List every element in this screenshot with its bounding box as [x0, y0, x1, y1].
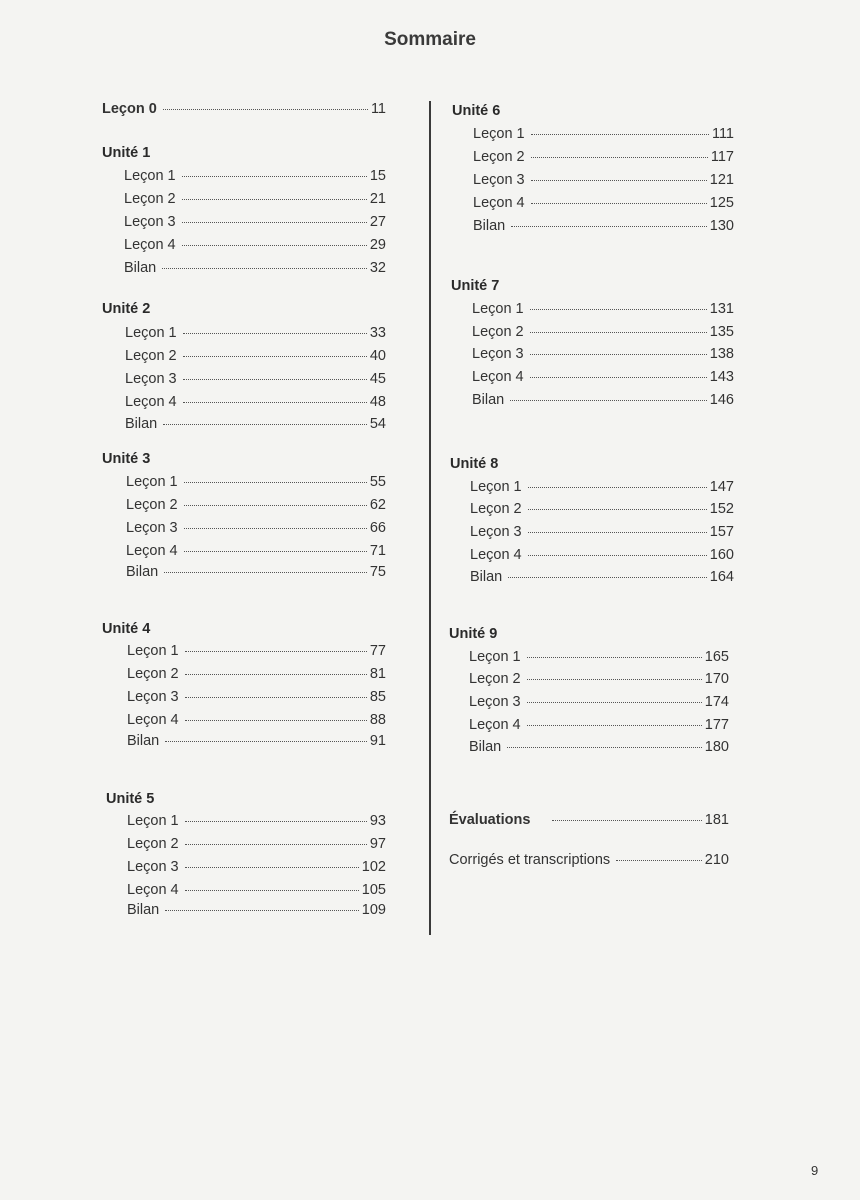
toc-entry[interactable]: [124, 237, 386, 257]
toc-entry-page: 71: [369, 543, 386, 559]
dot-leader: [165, 909, 359, 911]
toc-entry-bilan[interactable]: [473, 218, 734, 238]
toc-entry-page: 143: [709, 369, 734, 385]
toc-entry-bilan[interactable]: [470, 569, 734, 589]
toc-entry[interactable]: [125, 325, 386, 345]
toc-entry[interactable]: [472, 301, 734, 321]
toc-entry-page: 85: [369, 689, 386, 705]
dot-leader: [182, 175, 367, 177]
dot-leader: [530, 376, 707, 378]
dot-leader: [527, 701, 702, 703]
dot-leader: [182, 221, 367, 223]
toc-entry-page: 105: [361, 882, 386, 898]
dot-leader: [616, 859, 702, 861]
toc-entry-label: Évaluations: [449, 812, 531, 828]
dot-leader: [185, 820, 367, 822]
dot-leader: [184, 527, 367, 529]
toc-entry-lecon-0[interactable]: [102, 101, 386, 121]
toc-entry-page: 164: [709, 569, 734, 585]
toc-entry-page: 91: [369, 733, 386, 749]
toc-entry[interactable]: [127, 666, 386, 686]
dot-leader: [185, 673, 367, 675]
toc-entry-label: Leçon 4: [124, 237, 176, 253]
toc-entry-label: Leçon 0: [102, 101, 157, 117]
toc-entry-page: 11: [370, 101, 386, 117]
toc-entry-label: Leçon 2: [472, 324, 524, 340]
toc-entry[interactable]: [126, 543, 386, 563]
dot-leader: [162, 267, 367, 269]
toc-entry-label: Leçon 2: [469, 671, 521, 687]
toc-entry-label: Leçon 4: [473, 195, 525, 211]
dot-leader: [528, 531, 707, 533]
toc-entry-page: 121: [709, 172, 734, 188]
toc-entry[interactable]: [470, 547, 734, 567]
toc-entry-label: Leçon 3: [472, 346, 524, 362]
page-title: Sommaire: [384, 29, 476, 50]
toc-entry-label: Leçon 4: [125, 394, 177, 410]
toc-entry-label: Leçon 3: [127, 859, 179, 875]
toc-entry-label: Leçon 3: [125, 371, 177, 387]
toc-entry[interactable]: [124, 214, 386, 234]
toc-entry-page: 93: [369, 813, 386, 829]
toc-entry-page: 181: [704, 812, 729, 828]
toc-entry-bilan[interactable]: [127, 902, 386, 922]
dot-leader: [182, 198, 367, 200]
dot-leader: [508, 576, 707, 578]
unit-7-list: [472, 301, 734, 421]
dot-leader: [163, 108, 368, 110]
toc-entry-label: Leçon 3: [470, 524, 522, 540]
toc-entry[interactable]: [469, 649, 729, 669]
toc-entry-label: Leçon 4: [469, 717, 521, 733]
toc-entry[interactable]: [126, 474, 386, 494]
toc-entry[interactable]: [470, 501, 734, 521]
dot-leader: [511, 225, 707, 227]
toc-entry-page: 160: [709, 547, 734, 563]
dot-leader: [531, 202, 707, 204]
toc-entry-page: 170: [704, 671, 729, 687]
toc-entry[interactable]: [124, 168, 386, 188]
unit-9-list: [469, 649, 729, 769]
dot-leader: [183, 332, 367, 334]
toc-entry-label: Leçon 3: [126, 520, 178, 536]
toc-entry-page: 21: [369, 191, 386, 207]
toc-entry-label: Leçon 2: [470, 501, 522, 517]
toc-entry[interactable]: [127, 859, 386, 879]
toc-entry-label: Bilan: [470, 569, 503, 585]
toc-entry[interactable]: [469, 694, 729, 714]
toc-entry-label: Leçon 2: [126, 497, 178, 513]
dot-leader: [510, 399, 707, 401]
toc-entry[interactable]: [127, 689, 386, 709]
toc-entry-page: 102: [361, 859, 386, 875]
toc-entry-page: 40: [369, 348, 386, 364]
toc-entry-label: Leçon 1: [473, 126, 525, 142]
toc-entry[interactable]: [127, 813, 386, 833]
toc-entry-page: 174: [704, 694, 729, 710]
unit-2-title: Unité 2: [102, 301, 151, 317]
toc-entry[interactable]: [469, 717, 729, 737]
dot-leader: [531, 156, 708, 158]
toc-entry-label: Leçon 1: [469, 649, 521, 665]
unit-6-list: [473, 126, 734, 246]
dot-leader: [182, 244, 367, 246]
dot-leader: [163, 423, 367, 425]
toc-entry[interactable]: [127, 643, 386, 663]
toc-entry-page: 165: [704, 649, 729, 665]
toc-entry-page: 131: [709, 301, 734, 317]
toc-entry-page: 27: [369, 214, 386, 230]
dot-leader: [185, 696, 367, 698]
toc-entry-label: Bilan: [126, 564, 159, 580]
toc-entry-evaluations[interactable]: [449, 812, 729, 832]
toc-entry[interactable]: [470, 479, 734, 499]
dot-leader: [530, 308, 707, 310]
unit-7-title: Unité 7: [451, 278, 500, 294]
toc-entry-page: 147: [709, 479, 734, 495]
toc-entry-label: Leçon 1: [125, 325, 177, 341]
toc-entry-label: Leçon 2: [127, 836, 179, 852]
dot-leader: [185, 843, 367, 845]
toc-entry-label: Leçon 1: [124, 168, 176, 184]
dot-leader: [531, 179, 707, 181]
dot-leader: [531, 133, 709, 135]
toc-entry[interactable]: [472, 346, 734, 366]
dot-leader: [185, 650, 367, 652]
toc-entry-label: Bilan: [124, 260, 157, 276]
toc-entry-label: Leçon 1: [472, 301, 524, 317]
toc-entry-page: 97: [369, 836, 386, 852]
toc-entry-page: 33: [369, 325, 386, 341]
toc-entry[interactable]: [125, 348, 386, 368]
toc-entry-page: 77: [369, 643, 386, 659]
toc-entry-page: 157: [709, 524, 734, 540]
toc-entry-page: 117: [710, 149, 734, 165]
dot-leader: [185, 866, 359, 868]
toc-entry[interactable]: [125, 371, 386, 391]
dot-leader: [184, 550, 367, 552]
toc-entry[interactable]: [473, 195, 734, 215]
toc-entry-bilan[interactable]: [469, 739, 729, 759]
unit-4-title: Unité 4: [102, 621, 151, 637]
toc-entry-corriges[interactable]: [449, 852, 729, 872]
toc-entry[interactable]: [472, 369, 734, 389]
toc-entry-label: Leçon 3: [469, 694, 521, 710]
toc-entry-label: Corrigés et transcriptions: [449, 852, 611, 868]
toc-entry-label: Leçon 4: [470, 547, 522, 563]
unit-1-title: Unité 1: [102, 145, 151, 161]
toc-entry[interactable]: [125, 394, 386, 414]
dot-leader: [184, 481, 367, 483]
toc-entry[interactable]: [470, 524, 734, 544]
toc-entry-page: 29: [369, 237, 386, 253]
toc-entry-page: 125: [709, 195, 734, 211]
toc-entry-label: Leçon 3: [473, 172, 525, 188]
toc-entry-bilan[interactable]: [472, 392, 734, 412]
dot-leader: [165, 740, 367, 742]
toc-entry-label: Leçon 2: [124, 191, 176, 207]
toc-entry-bilan[interactable]: [127, 733, 386, 753]
toc-entry[interactable]: [473, 126, 734, 146]
toc-entry-bilan[interactable]: [126, 564, 386, 584]
toc-entry[interactable]: [469, 671, 729, 691]
toc-entry-page: 55: [369, 474, 386, 490]
dot-leader: [528, 554, 707, 556]
dot-leader: [185, 889, 359, 891]
toc-entry[interactable]: [126, 497, 386, 517]
toc-entry-page: 146: [709, 392, 734, 408]
toc-entry-page: 210: [704, 852, 729, 868]
toc-entry-page: 75: [369, 564, 386, 580]
toc-entry-label: Bilan: [472, 392, 505, 408]
column-divider: [429, 101, 431, 935]
dot-leader: [552, 819, 701, 821]
toc-entry[interactable]: [127, 712, 386, 732]
toc-entry-page: 180: [704, 739, 729, 755]
toc-entry[interactable]: [127, 882, 386, 902]
toc-entry-label: Leçon 4: [472, 369, 524, 385]
dot-leader: [527, 656, 702, 658]
toc-entry-label: Bilan: [127, 733, 160, 749]
toc-entry-label: Leçon 2: [125, 348, 177, 364]
dot-leader: [184, 504, 367, 506]
toc-entry[interactable]: [124, 191, 386, 211]
toc-entry-label: Leçon 1: [126, 474, 178, 490]
toc-entry-page: 15: [369, 168, 386, 184]
toc-entry-label: Bilan: [125, 416, 158, 432]
toc-entry-label: Leçon 4: [127, 712, 179, 728]
toc-entry-page: 32: [369, 260, 386, 276]
toc-entry-label: Leçon 4: [127, 882, 179, 898]
dot-leader: [530, 353, 707, 355]
toc-entry-bilan[interactable]: [125, 416, 386, 436]
dot-leader: [185, 719, 367, 721]
toc-entry-label: Leçon 2: [473, 149, 525, 165]
toc-entry-label: Leçon 2: [127, 666, 179, 682]
toc-entry[interactable]: [473, 172, 734, 192]
toc-entry-label: Leçon 1: [127, 643, 179, 659]
toc-entry[interactable]: [472, 324, 734, 344]
dot-leader: [183, 355, 367, 357]
toc-entry-page: 111: [711, 126, 734, 142]
toc-entry-page: 62: [369, 497, 386, 513]
dot-leader: [528, 508, 707, 510]
unit-8-list: [470, 479, 734, 599]
toc-entry-label: Bilan: [127, 902, 160, 918]
dot-leader: [528, 486, 707, 488]
toc-entry-page: 54: [369, 416, 386, 432]
toc-entry-label: Bilan: [473, 218, 506, 234]
toc-entry-page: 48: [369, 394, 386, 410]
toc-entry[interactable]: [126, 520, 386, 540]
toc-entry-page: 81: [369, 666, 386, 682]
dot-leader: [507, 746, 702, 748]
dot-leader: [530, 331, 707, 333]
toc-entry[interactable]: [127, 836, 386, 856]
unit-9-title: Unité 9: [449, 626, 498, 642]
toc-entry-page: 152: [709, 501, 734, 517]
unit-8-title: Unité 8: [450, 456, 499, 472]
toc-entry-page: 130: [709, 218, 734, 234]
unit-6-title: Unité 6: [452, 103, 501, 119]
toc-entry-page: 109: [361, 902, 386, 918]
toc-entry-label: Leçon 1: [470, 479, 522, 495]
page-number: 9: [811, 1163, 819, 1178]
unit-5-title: Unité 5: [106, 791, 155, 807]
toc-entry-label: Bilan: [469, 739, 502, 755]
toc-entry-page: 138: [709, 346, 734, 362]
toc-entry-page: 135: [709, 324, 734, 340]
toc-entry-bilan[interactable]: [124, 260, 386, 280]
toc-entry-page: 177: [704, 717, 729, 733]
toc-entry-page: 66: [369, 520, 386, 536]
dot-leader: [527, 724, 702, 726]
dot-leader: [183, 378, 367, 380]
dot-leader: [164, 571, 367, 573]
toc-entry-label: Leçon 1: [127, 813, 179, 829]
toc-entry-label: Leçon 4: [126, 543, 178, 559]
toc-entry-page: 45: [369, 371, 386, 387]
unit-3-title: Unité 3: [102, 451, 151, 467]
toc-entry-label: Leçon 3: [127, 689, 179, 705]
toc-entry-page: 88: [369, 712, 386, 728]
dot-leader: [527, 678, 702, 680]
dot-leader: [183, 401, 367, 403]
toc-entry-label: Leçon 3: [124, 214, 176, 230]
toc-entry[interactable]: [473, 149, 734, 169]
